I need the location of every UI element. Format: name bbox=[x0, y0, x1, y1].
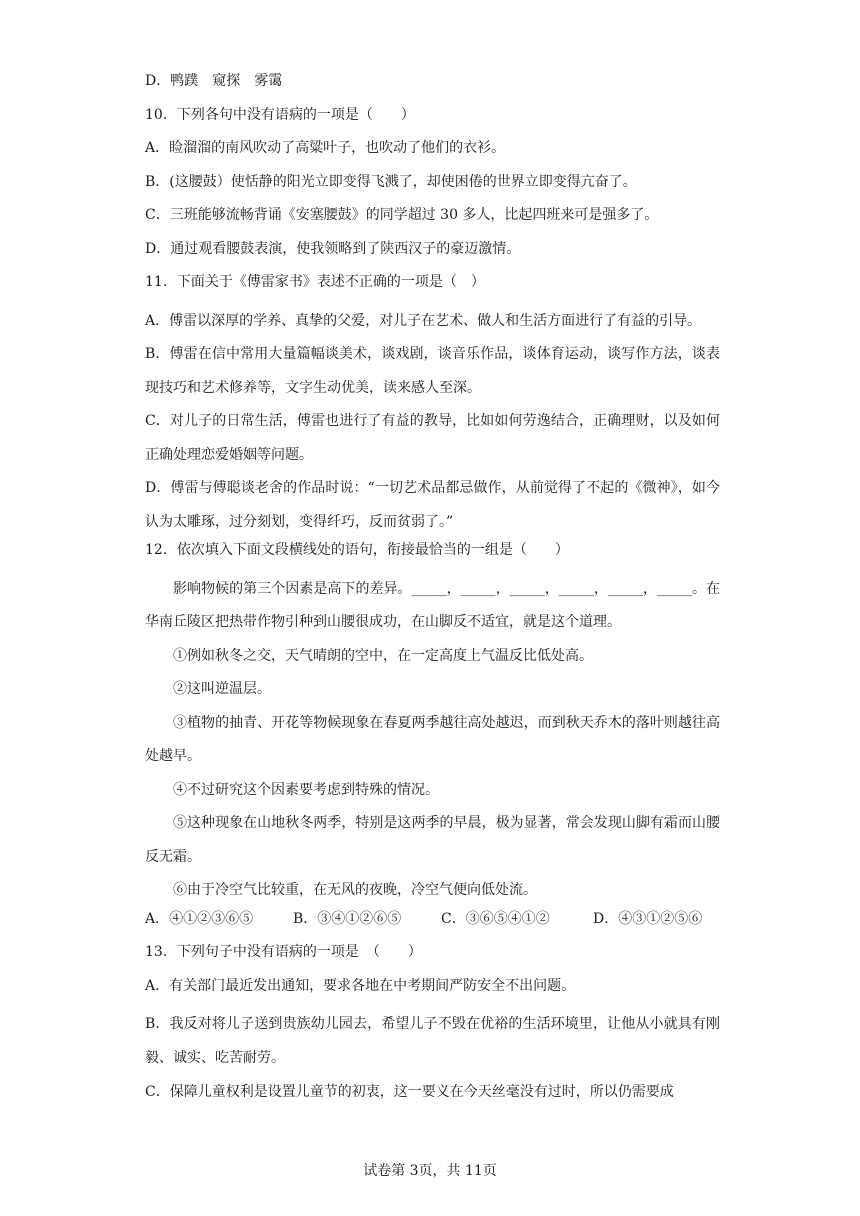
q13-option-b: B．我反对将儿子送到贵族幼儿园去，希望儿子不毁在优裕的生活环境里，让他从小就具有刚毅、诚实、吃苦耐劳。 bbox=[145, 1016, 720, 1066]
q12-option-d: D．④③①②⑤⑥ bbox=[593, 910, 703, 927]
q10-option-a: A．睑溜溜的南风吹动了高粱叶子，也吹动了他们的衣衫。 bbox=[145, 140, 506, 156]
question-13: 13．下列句子中没有语病的一项是 （ ） bbox=[145, 944, 422, 960]
q12-sentence-1: ①例如秋冬之交，天气晴朗的空中，在一定高度上气温反比低处高。 bbox=[173, 647, 593, 664]
page-footer: 试卷第 3页，共 11页 bbox=[363, 1163, 497, 1179]
q12-sentence-6: ⑥由于冷空气比较重，在无风的夜晚，冷空气便向低处流。 bbox=[173, 882, 537, 898]
page-content bbox=[145, 70, 720, 1115]
q12-passage: 影响物候的第三个因素是高下的差异。_____，_____，_____，_____，_____，_____。在华南丘陵区把热带作物引种到山腰很成功，在山脚反不适宜，就是这个道理。 bbox=[145, 580, 720, 630]
q10-option-d: D．通过观看腰鼓表演，使我领略到了陕西汉子的豪迈激情。 bbox=[145, 240, 521, 257]
q12-sentence-4: ④不过研究这个因素要考虑到特殊的情况。 bbox=[173, 781, 439, 798]
q12-sentence-2: ②这叫逆温层。 bbox=[173, 681, 271, 697]
q12-sentence-5: ⑤这种现象在山地秋冬两季，特别是这两季的早晨，极为显著，常会发现山脚有霜而山腰反无霜。 bbox=[145, 815, 720, 865]
q11-option-c: C．对儿子的日常生活，傅雷也进行了有益的教导，比如如何劳逸结合，正确理财，以及如何正确处理恋爱婚姻等问题。 bbox=[145, 413, 720, 463]
q10-option-b: B．(这腰鼓）使恬静的阳光立即变得飞溅了，却使困倦的世界立即变得亢奋了。 bbox=[145, 173, 637, 190]
q12-option-b: B．③④①②⑥⑤ bbox=[293, 910, 402, 927]
q11-option-d: D．傅雷与傅聪谈老舍的作品时说：“一切艺术品都忌做作，从前觉得了不起的《微神》，如今认为太雕琢，过分刻划，变得纤巧，反而贫弱了。” bbox=[145, 480, 720, 530]
q10-option-c: C．三班能够流畅背诵《安塞腰鼓》的同学超过 30 多人，比起四班来可是强多了。 bbox=[145, 207, 659, 223]
question-10: 10．下列各句中没有语病的一项是（ ） bbox=[145, 106, 415, 123]
q12-options bbox=[145, 908, 720, 930]
q11-option-a: A．傅雷以深厚的学养、真挚的父爱，对儿子在艺术、做人和生活方面进行了有益的引导。 bbox=[145, 312, 702, 329]
q12-option-a: A．④①②③⑥⑤ bbox=[145, 910, 254, 927]
q13-option-c: C．保障儿童权利是设置儿童节的初衷，这一要义在今天丝毫没有过时，所以仍需要成 bbox=[145, 1084, 674, 1100]
question-11: 11．下面关于《傅雷家书》表述不正确的一项是（ ） bbox=[145, 274, 485, 290]
q11-option-b: B．傅雷在信中常用大量篇幅谈美术，谈戏剧，谈音乐作品，谈体育运动，谈写作方法，谈表现技巧和艺术修养等，文字生动优美，读来感人至深。 bbox=[145, 346, 720, 396]
q9-option-d: D．鸭蹼 窥探 雾霭 bbox=[145, 73, 283, 89]
q13-option-a: A．有关部门最近发出通知，要求各地在中考期间严防安全不出问题。 bbox=[145, 977, 576, 994]
q12-sentence-3: ③植物的抽青、开花等物候现象在春夏两季越往高处越迟，而到秋天乔木的落叶则越往高处越早。 bbox=[145, 714, 720, 764]
q12-option-c: C．③⑥⑤④①② bbox=[441, 910, 550, 927]
question-12: 12．依次填入下面文段横线处的语句，衔接最恰当的一组是（ ） bbox=[145, 542, 569, 558]
